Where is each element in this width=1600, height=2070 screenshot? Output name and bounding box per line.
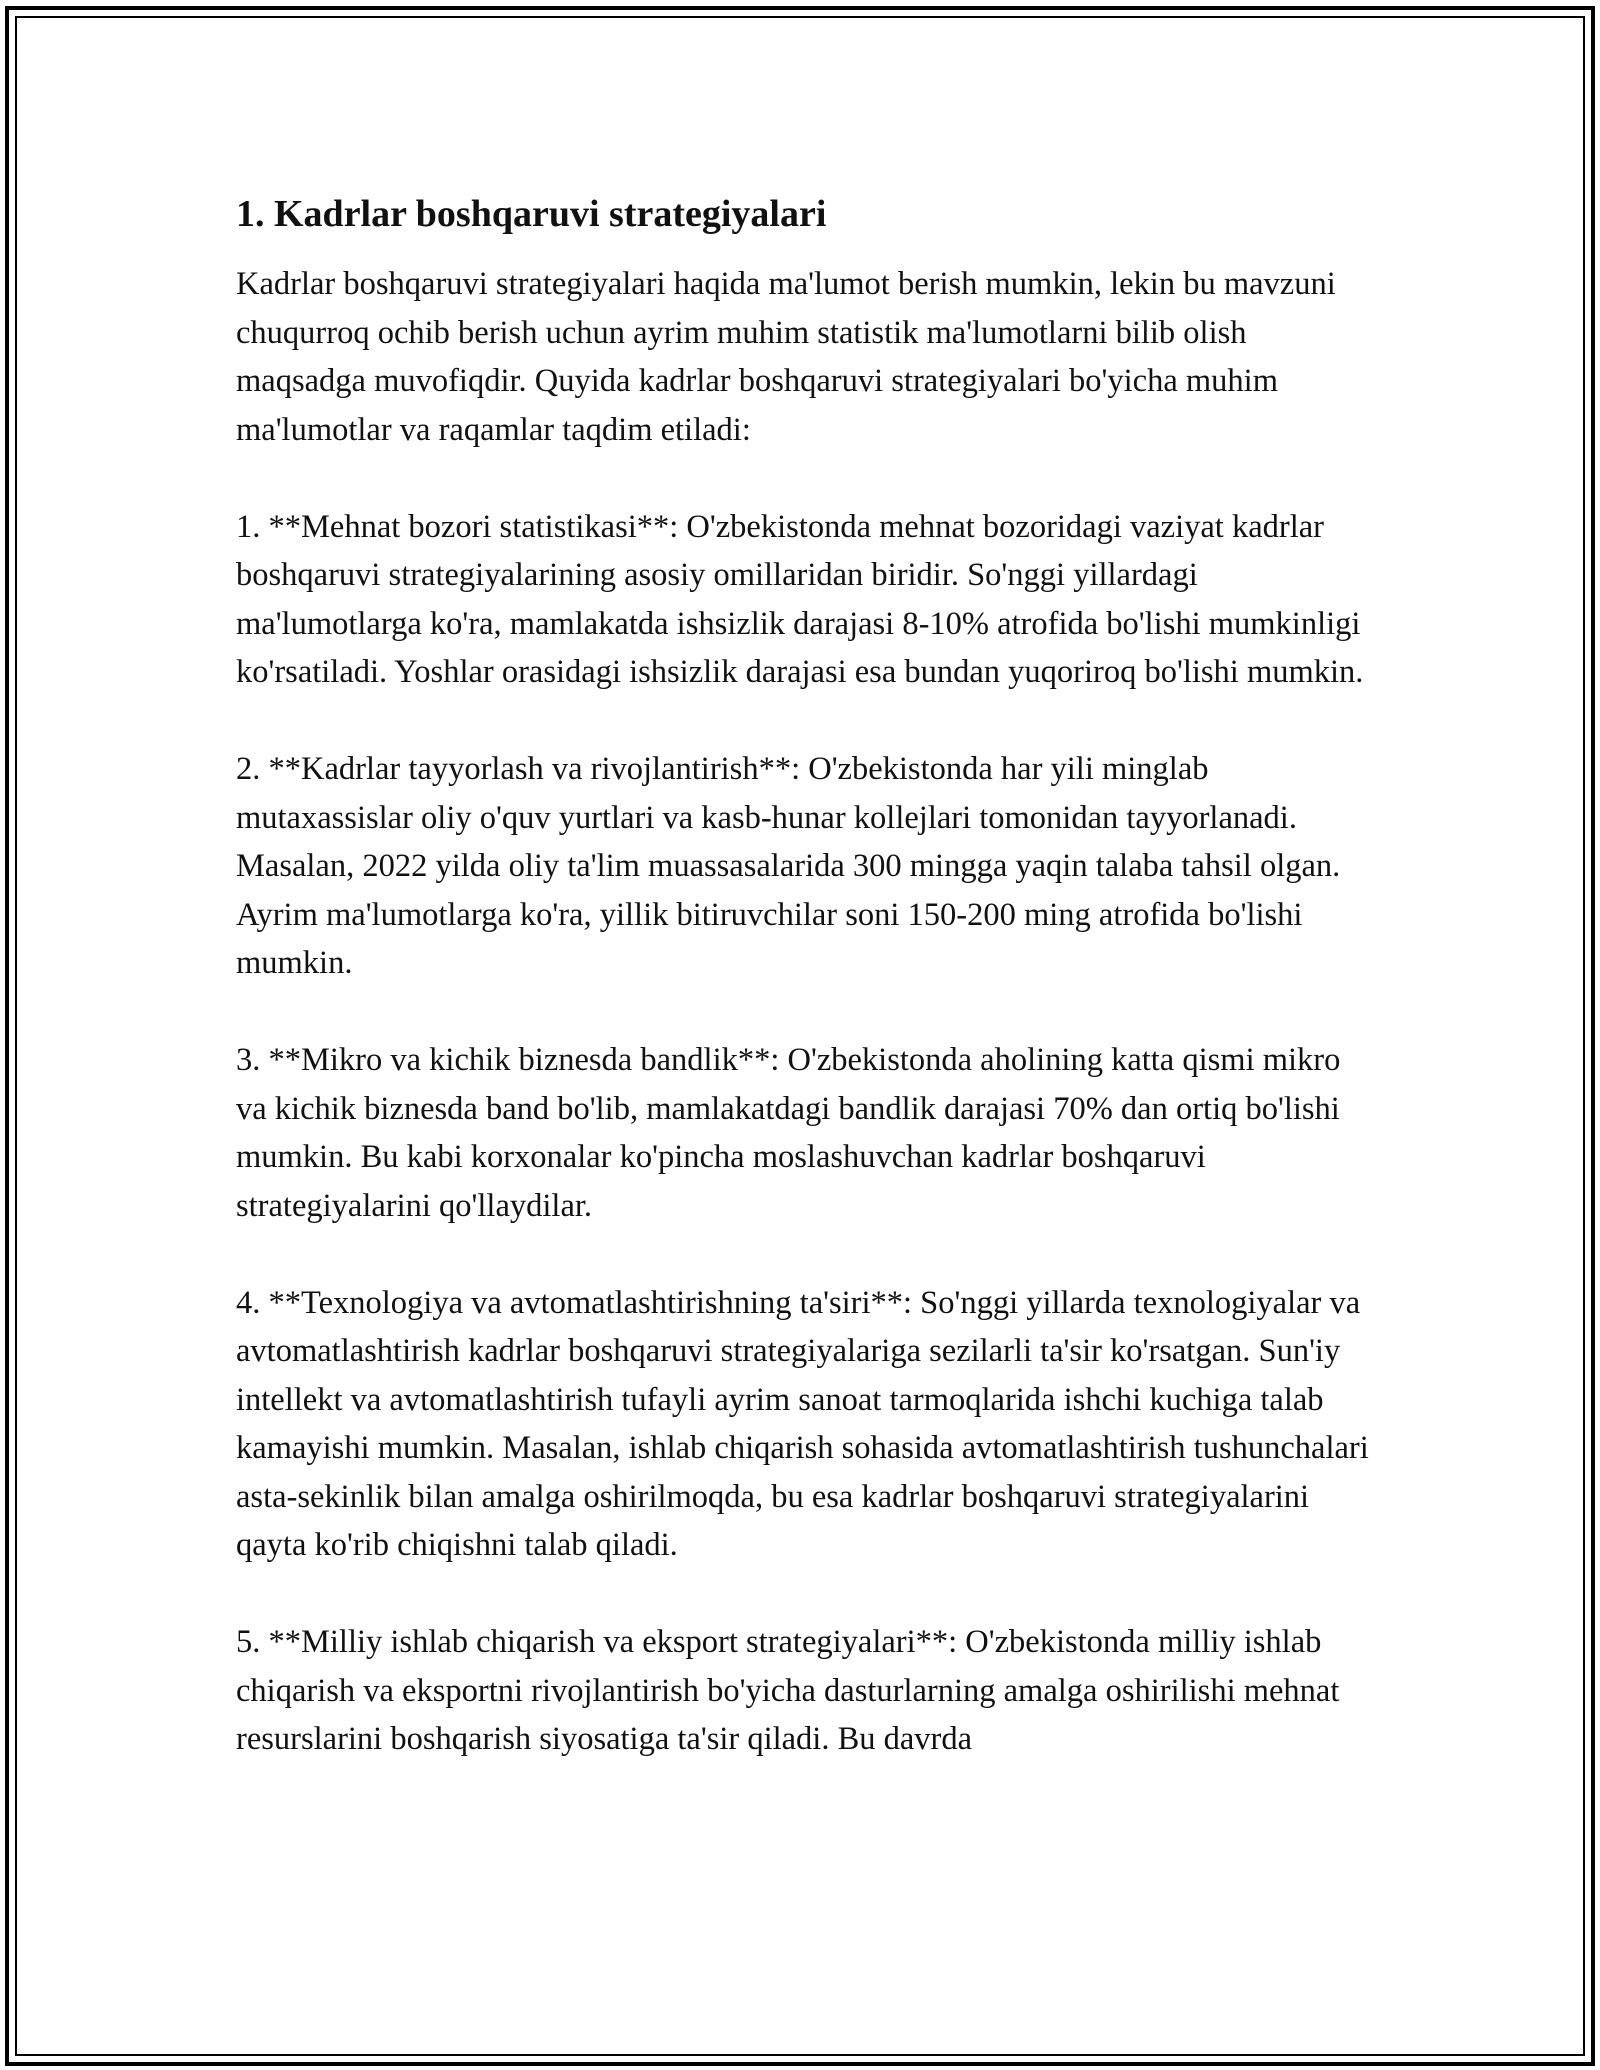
paragraph-technology: 4. **Texnologiya va avtomatlashtirishning ta'siri**: So'nggi yillarda texnologiyalar va avtomatlashtirish kadrlar boshqaruvi strategiyalariga sezilarli ta'sir ko'rsatgan. Sun'iy intellekt va avtomatlashtirish tufayli ayrim sanoat tarmoqlarida ishchi kuchiga talab kamayishi mumkin. Masalan, ishlab chiqarish sohasida avtomatlashtirish tushunchalari asta-sekinlik bilan amalga oshirilmoqda, bu esa kadrlar boshqaruvi strategiyalarini qayta ko'rib chiqishni talab qiladi. (236, 1284, 1369, 1563)
document-body (236, 188, 1376, 1812)
paragraph-national-production: 5. **Milliy ishlab chiqarish va eksport strategiyalari**: O'zbekistonda milliy ishlab chiqarish va eksportni rivojlantirish bo'yicha dasturlarning amalga oshirilishi mehnat resurslarini boshqarish siyosatiga ta'sir qiladi. Bu davrda (236, 1624, 1340, 1757)
paragraph-small-business: 3. **Mikro va kichik biznesda bandlik**: O'zbekistonda aholining katta qismi mikro va kichik biznesda band bo'lib, mamlakatdagi bandlik darajasi 70% dan ortiq bo'lishi mumkin. Bu kabi korxonalar ko'pincha moslashuvchan kadrlar boshqaruvi strategiyalarini qo'llaydilar. (236, 1042, 1341, 1224)
section-heading: 1. Kadrlar boshqaruvi strategiyalari (236, 193, 827, 235)
paragraph-labor-market: 1. **Mehnat bozori statistikasi**: O'zbekistonda mehnat bozoridagi vaziyat kadrlar boshqaruvi strategiyalarining asosiy omillaridan biridir. So'nggi yillardagi ma'lumotlarga ko'ra, mamlakatda ishsizlik darajasi 8-10% atrofida bo'lishi mumkinligi ko'rsatiladi. Yoshlar orasidagi ishsizlik darajasi esa bundan yuqoriroq bo'lishi mumkin. (236, 508, 1364, 690)
intro-paragraph: Kadrlar boshqaruvi strategiyalari haqida ma'lumot berish mumkin, lekin bu mavzuni chuqurroq ochib berish uchun ayrim muhim statistik ma'lumotlarni bilib olish maqsadga muvofiqdir. Quyida kadrlar boshqaruvi strategiyalari bo'yicha muhim ma'lumotlar va raqamlar taqdim etiladi: (236, 266, 1336, 448)
paragraph-training: 2. **Kadrlar tayyorlash va rivojlantirish**: O'zbekistonda har yili minglab mutaxassislar oliy o'quv yurtlari va kasb-hunar kollejlari tomonidan tayyorlanadi. Masalan, 2022 yilda oliy ta'lim muassasalarida 300 mingga yaqin talaba tahsil olgan. Ayrim ma'lumotlarga ko'ra, yillik bitiruvchilar soni 150-200 ming atrofida bo'lishi mumkin. (236, 751, 1341, 981)
